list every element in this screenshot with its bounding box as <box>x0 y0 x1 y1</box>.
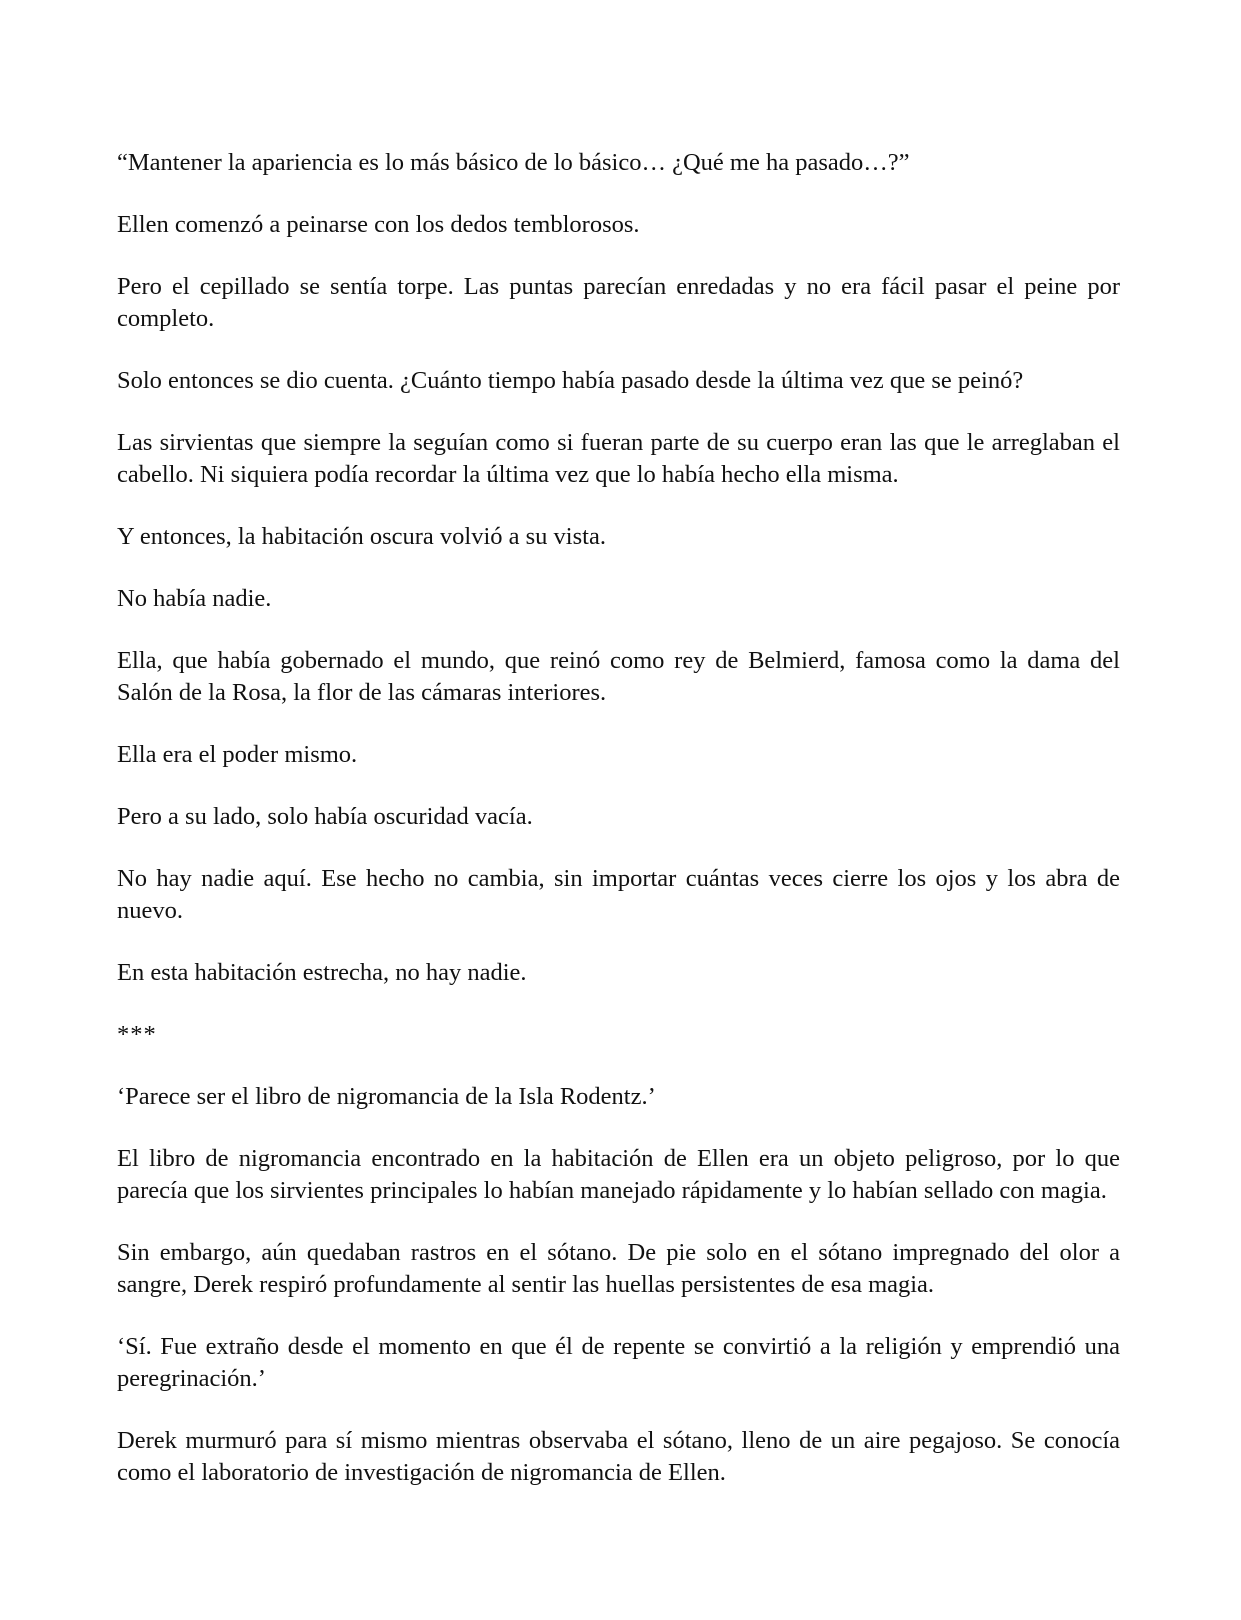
paragraph: No hay nadie aquí. Ese hecho no cambia, sin importar cuántas veces cierre los ojos y los abra de nuevo. <box>117 865 1120 924</box>
paragraph: ‘Sí. Fue extraño desde el momento en que él de repente se convirtió a la religión y emprendió una peregrinación.’ <box>117 1333 1120 1392</box>
paragraph: En esta habitación estrecha, no hay nadie. <box>117 959 527 986</box>
paragraph: Ella, que había gobernado el mundo, que reinó como rey de Belmierd, famosa como la dama del Salón de la Rosa, la flor de las cámaras interiores. <box>117 647 1120 706</box>
paragraph: Pero el cepillado se sentía torpe. Las puntas parecían enredadas y no era fácil pasar el peine por completo. <box>117 273 1120 332</box>
paragraph: Y entonces, la habitación oscura volvió a su vista. <box>117 523 606 550</box>
paragraph: Sin embargo, aún quedaban rastros en el sótano. De pie solo en el sótano impregnado del olor a sangre, Derek respiró profundamente al sentir las huellas persistentes de esa magia. <box>117 1239 1120 1298</box>
section-separator: *** <box>117 1021 157 1048</box>
paragraph: ‘Parece ser el libro de nigromancia de la Isla Rodentz.’ <box>117 1083 656 1110</box>
paragraph: Las sirvientas que siempre la seguían como si fueran parte de su cuerpo eran las que le arreglaban el cabello. Ni siquiera podía recordar la última vez que lo había hecho ella misma. <box>117 429 1120 488</box>
paragraph: No había nadie. <box>117 585 272 612</box>
paragraph: Ellen comenzó a peinarse con los dedos temblorosos. <box>117 211 640 238</box>
document-page <box>117 147 1120 1519</box>
paragraph: Solo entonces se dio cuenta. ¿Cuánto tiempo había pasado desde la última vez que se peinó? <box>117 367 1024 394</box>
paragraph: “Mantener la apariencia es lo más básico de lo básico… ¿Qué me ha pasado…?” <box>117 149 910 176</box>
paragraph: Pero a su lado, solo había oscuridad vacía. <box>117 803 533 830</box>
paragraph: El libro de nigromancia encontrado en la habitación de Ellen era un objeto peligroso, por lo que parecía que los sirvientes principales lo habían manejado rápidamente y lo habían sellado con magia. <box>117 1145 1120 1204</box>
paragraph: Derek murmuró para sí mismo mientras observaba el sótano, lleno de un aire pegajoso. Se conocía como el laboratorio de investigación de nigromancia de Ellen. <box>117 1427 1120 1486</box>
paragraph: Ella era el poder mismo. <box>117 741 358 768</box>
